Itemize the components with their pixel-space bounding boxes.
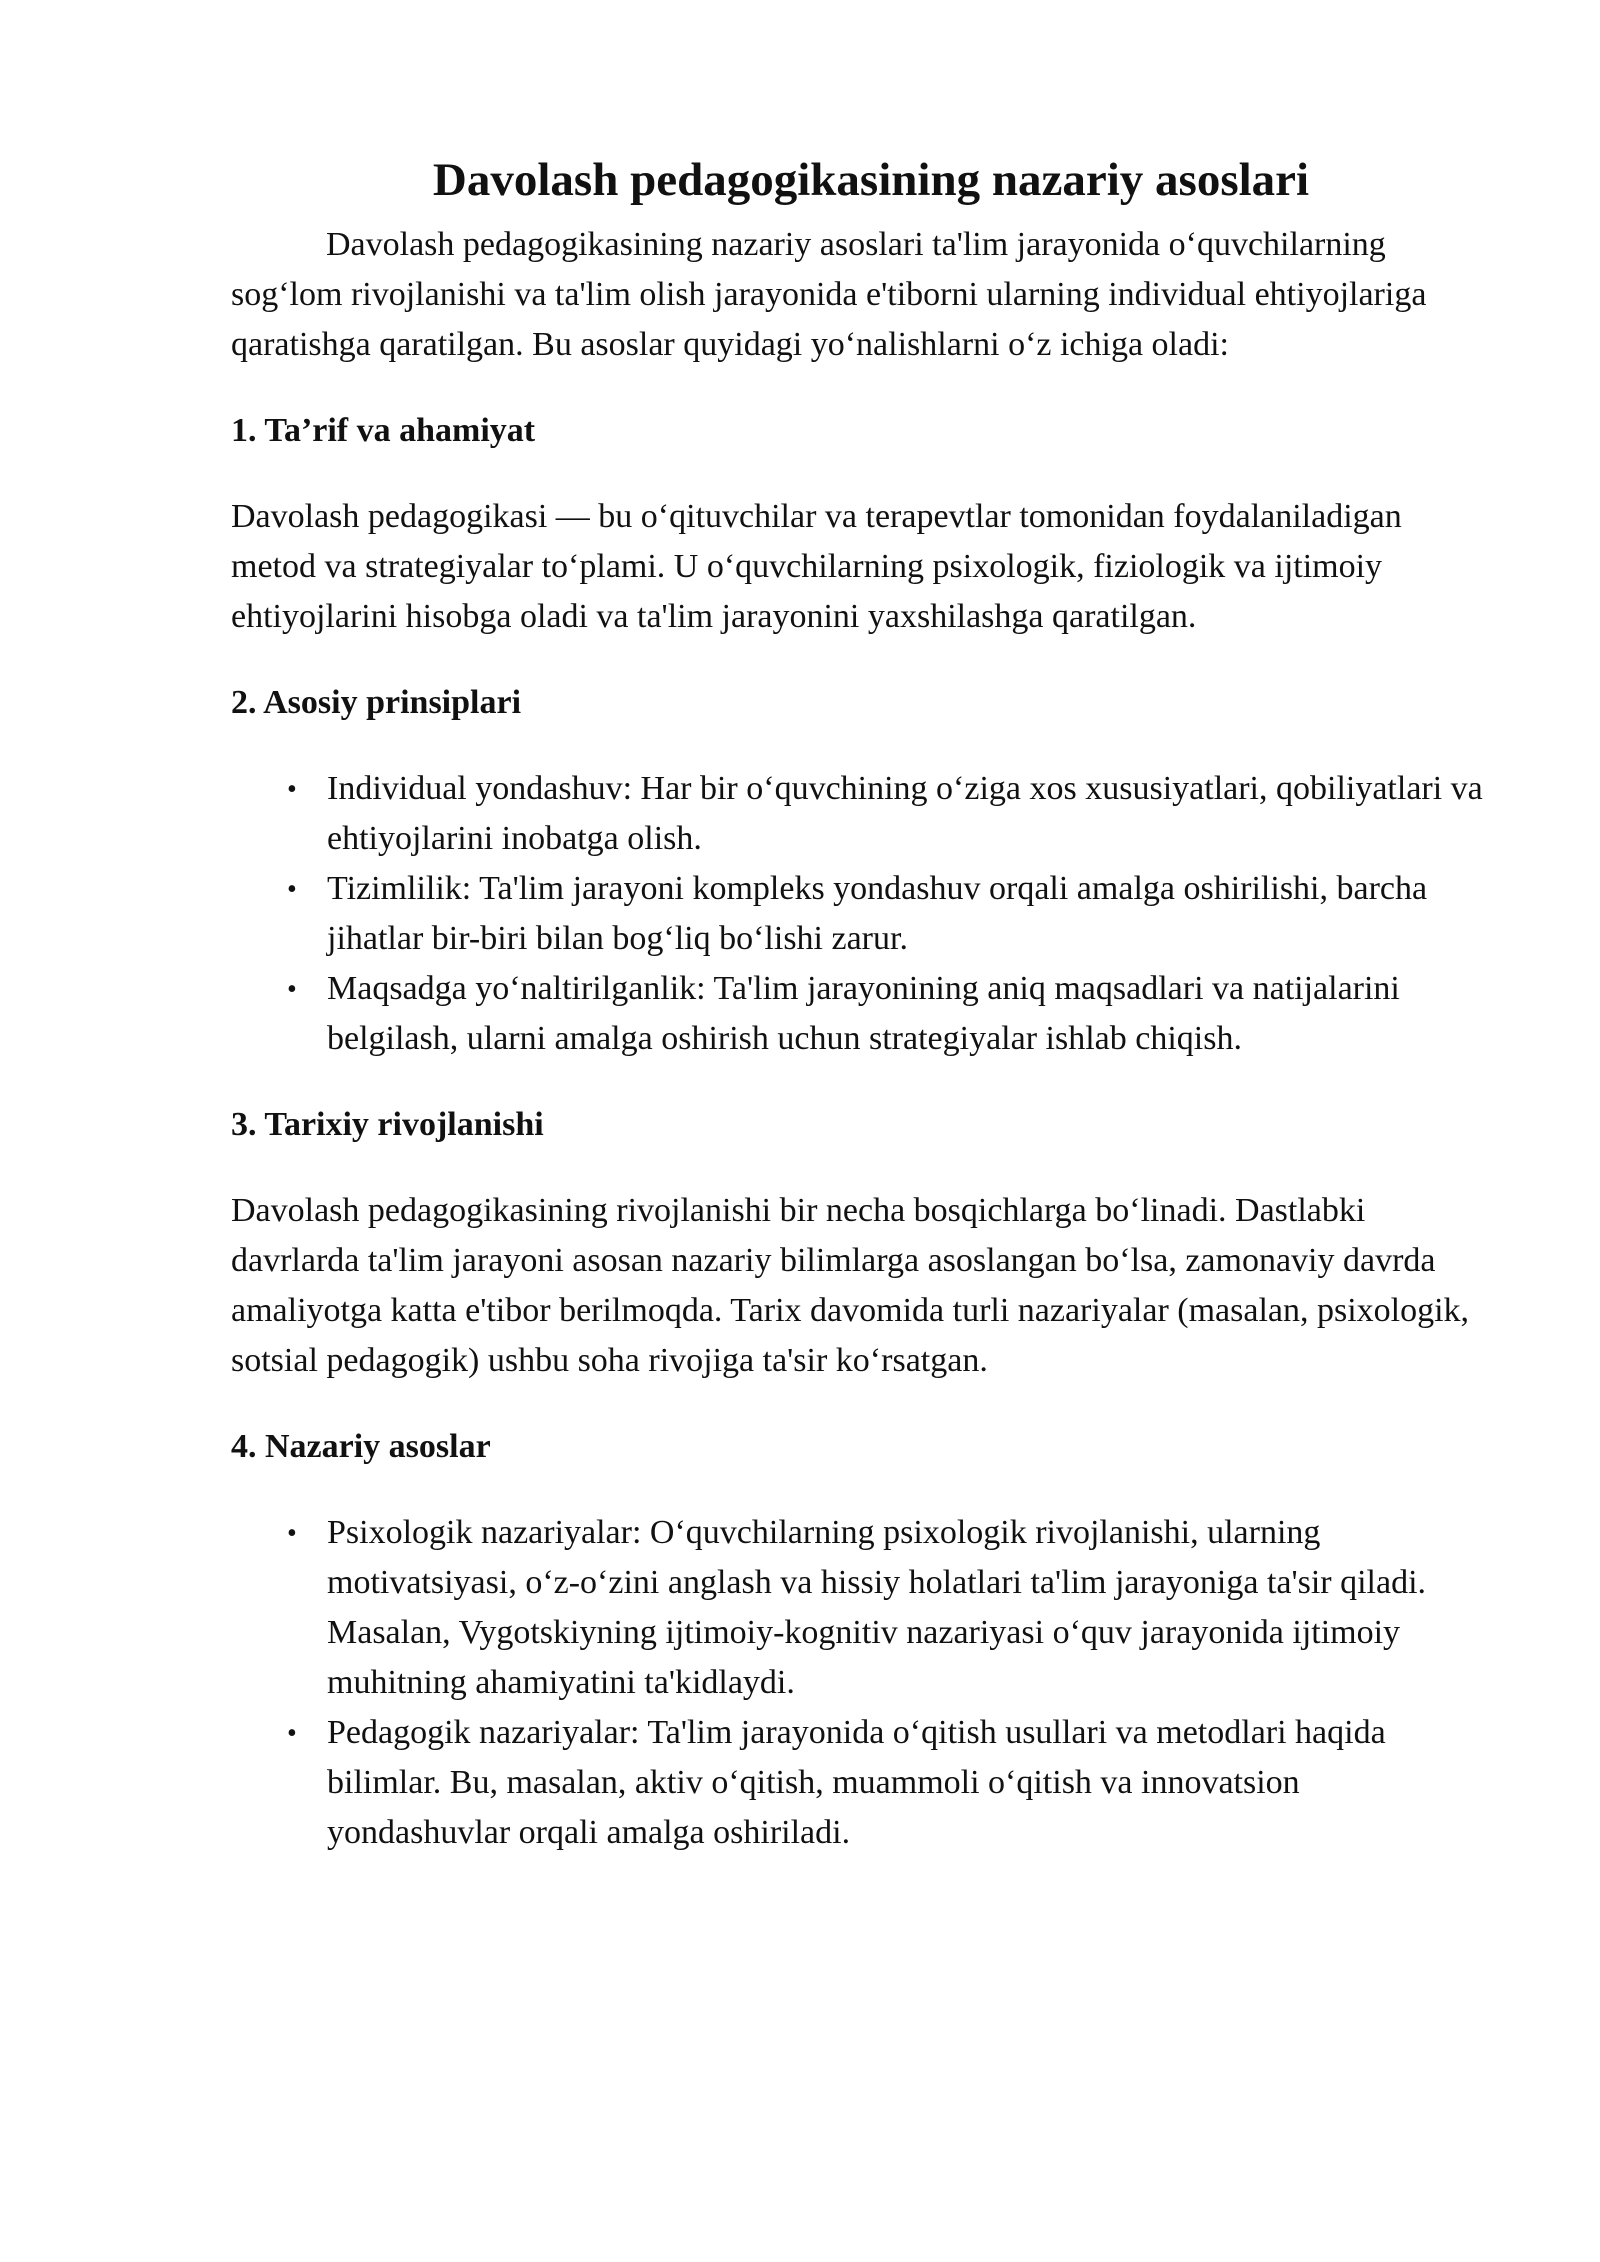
section-paragraph-history: Davolash pedagogikasining rivojlanishi bir necha bosqichlarga bo‘linadi. Dastlabki davrlarda ta'lim jarayoni asosan nazariy bilimlarga asoslangan bo‘lsa, zamonaviy davrda amaliyotga katta e'tibor berilmoqda. Tarix davomida turli nazariyalar (masalan, psixologik, sotsial pedagogik) ushbu soha rivojiga ta'sir ko‘rsatgan. xyxy=(231,1192,1470,1379)
list-item xyxy=(231,1708,1491,1858)
section-heading-history: 3. Tarixiy rivojlanishi xyxy=(231,1106,544,1143)
list-item-text: Maqsadga yo‘naltirilganlik: Ta'lim jarayonining aniq maqsadlari va natijalarini belgilash, ularni amalga oshirish uchun strategiyalar ishlab chiqish. xyxy=(327,970,1400,1057)
section-paragraph-definition: Davolash pedagogikasi — bu o‘qituvchilar va terapevtlar tomonidan foydalaniladigan metod va strategiyalar to‘plami. U o‘quvchilarning psixologik, fiziologik va ijtimoiy ehtiyojlarini hisobga oladi va ta'lim jarayonini yaxshilashga qaratilgan. xyxy=(231,498,1402,635)
section-heading-definition: 1. Ta’rif va ahamiyat xyxy=(231,412,536,449)
list-item-text: Pedagogik nazariyalar: Ta'lim jarayonida o‘qitish usullari va metodlari haqida bilimlar. Bu, masalan, aktiv o‘qitish, muammoli o‘qitish va innovatsion yondashuvlar orqali amalga oshiriladi. xyxy=(327,1714,1386,1851)
section-heading-principles: 2. Asosiy prinsiplari xyxy=(231,684,522,721)
intro-paragraph: Davolash pedagogikasining nazariy asoslari ta'lim jarayonida o‘quvchilarning sog‘lom rivojlanishi va ta'lim olish jarayonida e'tiborni ularning individual ehtiyojlariga qaratishga qaratilgan. Bu asoslar quyidagi yo‘nalishlarni o‘z ichiga oladi: xyxy=(231,226,1427,363)
list-item xyxy=(231,1508,1491,1708)
bullet-icon: • xyxy=(287,1718,297,1749)
list-item-text: Individual yondashuv: Har bir o‘quvchining o‘ziga xos xususiyatlari, qobiliyatlari va ehtiyojlarini inobatga olish. xyxy=(327,770,1483,857)
list-item xyxy=(231,864,1491,964)
principles-list xyxy=(231,764,1491,1064)
theoretical-bases-list xyxy=(231,1508,1491,1858)
list-item xyxy=(231,964,1491,1064)
list-item-text: Psixologik nazariyalar: O‘quvchilarning psixologik rivojlanishi, ularning motivatsiyasi, o‘z-o‘zini anglash va hissiy holatlari ta'lim jarayoniga ta'sir qiladi. Masalan, Vygotskiyning ijtimoiy-kognitiv nazariyasi o‘quv jarayonida ijtimoiy muhitning ahamiyatini ta'kidlaydi. xyxy=(327,1514,1427,1701)
list-item-text: Tizimlilik: Ta'lim jarayoni kompleks yondashuv orqali amalga oshirilishi, barcha jihatlar bir-biri bilan bog‘liq bo‘lishi zarur. xyxy=(327,870,1428,957)
bullet-icon: • xyxy=(287,1518,297,1549)
document-title: Davolash pedagogikasining nazariy asoslari xyxy=(432,154,1310,206)
list-item xyxy=(231,764,1491,864)
bullet-icon: • xyxy=(287,974,297,1005)
bullet-icon: • xyxy=(287,774,297,805)
document-content xyxy=(231,150,1491,1894)
bullet-icon: • xyxy=(287,874,297,905)
section-heading-theoretical-bases: 4. Nazariy asoslar xyxy=(231,1428,491,1465)
